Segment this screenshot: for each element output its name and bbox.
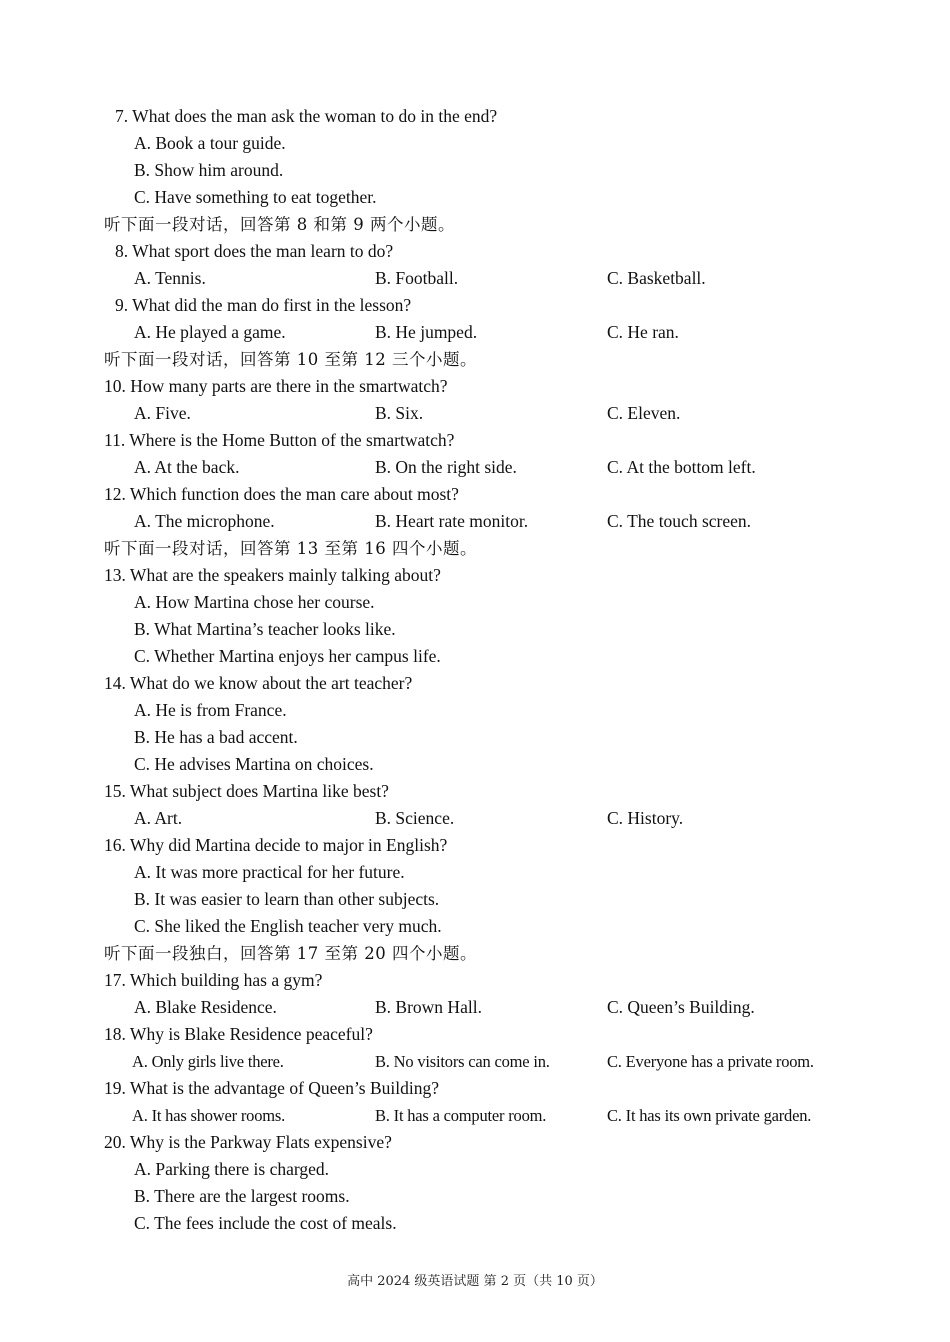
page-footer: 高中 2024 级英语试题 第 2 页（共 10 页） — [347, 1274, 603, 1289]
question-stem: 8. What sport does the man learn to do? — [115, 241, 394, 261]
section-instruction: 听下面一段对话，回答第 10 至第 12 三个小题。 — [104, 350, 477, 369]
question-stem: 13. What are the speakers mainly talking about? — [104, 565, 441, 585]
option-b: B. On the right side. — [375, 457, 517, 477]
option-b: B. Science. — [375, 808, 455, 828]
question-stem: 9. What did the man do first in the lesson? — [115, 295, 412, 315]
option-c: C. Eleven. — [607, 403, 681, 423]
questions-section — [104, 103, 864, 1237]
options-row — [104, 994, 864, 1021]
answer-option: C. The fees include the cost of meals. — [134, 1213, 397, 1233]
option-a: A. Art. — [134, 808, 183, 828]
option-a: A. It has shower rooms. — [132, 1106, 286, 1125]
option-a: A. Blake Residence. — [134, 997, 277, 1017]
answer-option: B. Show him around. — [134, 160, 284, 180]
options-row — [104, 454, 864, 481]
option-a: A. Five. — [134, 403, 191, 423]
options-row — [104, 265, 864, 292]
options-row — [104, 1102, 864, 1129]
question-stem: 10. How many parts are there in the smartwatch? — [104, 376, 448, 396]
options-row — [104, 805, 864, 832]
answer-option: C. She liked the English teacher very much. — [134, 916, 442, 936]
question-stem: 11. Where is the Home Button of the smartwatch? — [104, 430, 455, 450]
section-instruction: 听下面一段对话，回答第 8 和第 9 两个小题。 — [104, 215, 455, 234]
question-stem: 12. Which function does the man care about most? — [104, 484, 459, 504]
answer-option: A. He is from France. — [134, 700, 287, 720]
section-instruction: 听下面一段独白，回答第 17 至第 20 四个小题。 — [104, 944, 477, 963]
option-a: A. Tennis. — [134, 268, 206, 288]
option-c: C. Everyone has a private room. — [607, 1052, 814, 1071]
option-a: A. Only girls live there. — [132, 1052, 284, 1071]
option-c: C. Queen’s Building. — [607, 997, 755, 1017]
option-b: B. Heart rate monitor. — [375, 511, 529, 531]
answer-option: A. How Martina chose her course. — [134, 592, 375, 612]
option-b: B. Football. — [375, 268, 459, 288]
answer-option: C. Whether Martina enjoys her campus life. — [134, 646, 441, 666]
option-b: B. Brown Hall. — [375, 997, 482, 1017]
answer-option: A. Book a tour guide. — [134, 133, 286, 153]
question-stem: 14. What do we know about the art teacher? — [104, 673, 413, 693]
option-b: B. No visitors can come in. — [375, 1052, 550, 1071]
answer-option: B. He has a bad accent. — [134, 727, 298, 747]
option-a: A. At the back. — [134, 457, 240, 477]
option-a: A. He played a game. — [134, 322, 286, 342]
question-stem: 18. Why is Blake Residence peaceful? — [104, 1024, 373, 1044]
answer-option: A. It was more practical for her future. — [134, 862, 405, 882]
options-row — [104, 319, 864, 346]
option-a: A. The microphone. — [134, 511, 275, 531]
answer-option: B. There are the largest rooms. — [134, 1186, 350, 1206]
question-stem: 7. What does the man ask the woman to do in the end? — [115, 106, 498, 126]
option-c: C. At the bottom left. — [607, 457, 756, 477]
option-c: C. History. — [607, 808, 684, 828]
options-row — [104, 1048, 864, 1075]
answer-option: C. He advises Martina on choices. — [134, 754, 374, 774]
question-stem: 19. What is the advantage of Queen’s Building? — [104, 1078, 440, 1098]
question-stem: 20. Why is the Parkway Flats expensive? — [104, 1132, 392, 1152]
answer-option: B. What Martina’s teacher looks like. — [134, 619, 396, 639]
option-b: B. Six. — [375, 403, 424, 423]
question-stem: 15. What subject does Martina like best? — [104, 781, 389, 801]
question-stem: 16. Why did Martina decide to major in English? — [104, 835, 448, 855]
answer-option: B. It was easier to learn than other subjects. — [134, 889, 440, 909]
section-instruction: 听下面一段对话，回答第 13 至第 16 四个小题。 — [104, 539, 477, 558]
options-row — [104, 400, 864, 427]
option-c: C. Basketball. — [607, 268, 706, 288]
option-c: C. He ran. — [607, 322, 679, 342]
answer-option: C. Have something to eat together. — [134, 187, 377, 207]
answer-option: A. Parking there is charged. — [134, 1159, 330, 1179]
option-c: C. The touch screen. — [607, 511, 752, 531]
options-row — [104, 508, 864, 535]
option-b: B. It has a computer room. — [375, 1106, 547, 1125]
question-stem: 17. Which building has a gym? — [104, 970, 323, 990]
option-b: B. He jumped. — [375, 322, 478, 342]
option-c: C. It has its own private garden. — [607, 1106, 812, 1125]
